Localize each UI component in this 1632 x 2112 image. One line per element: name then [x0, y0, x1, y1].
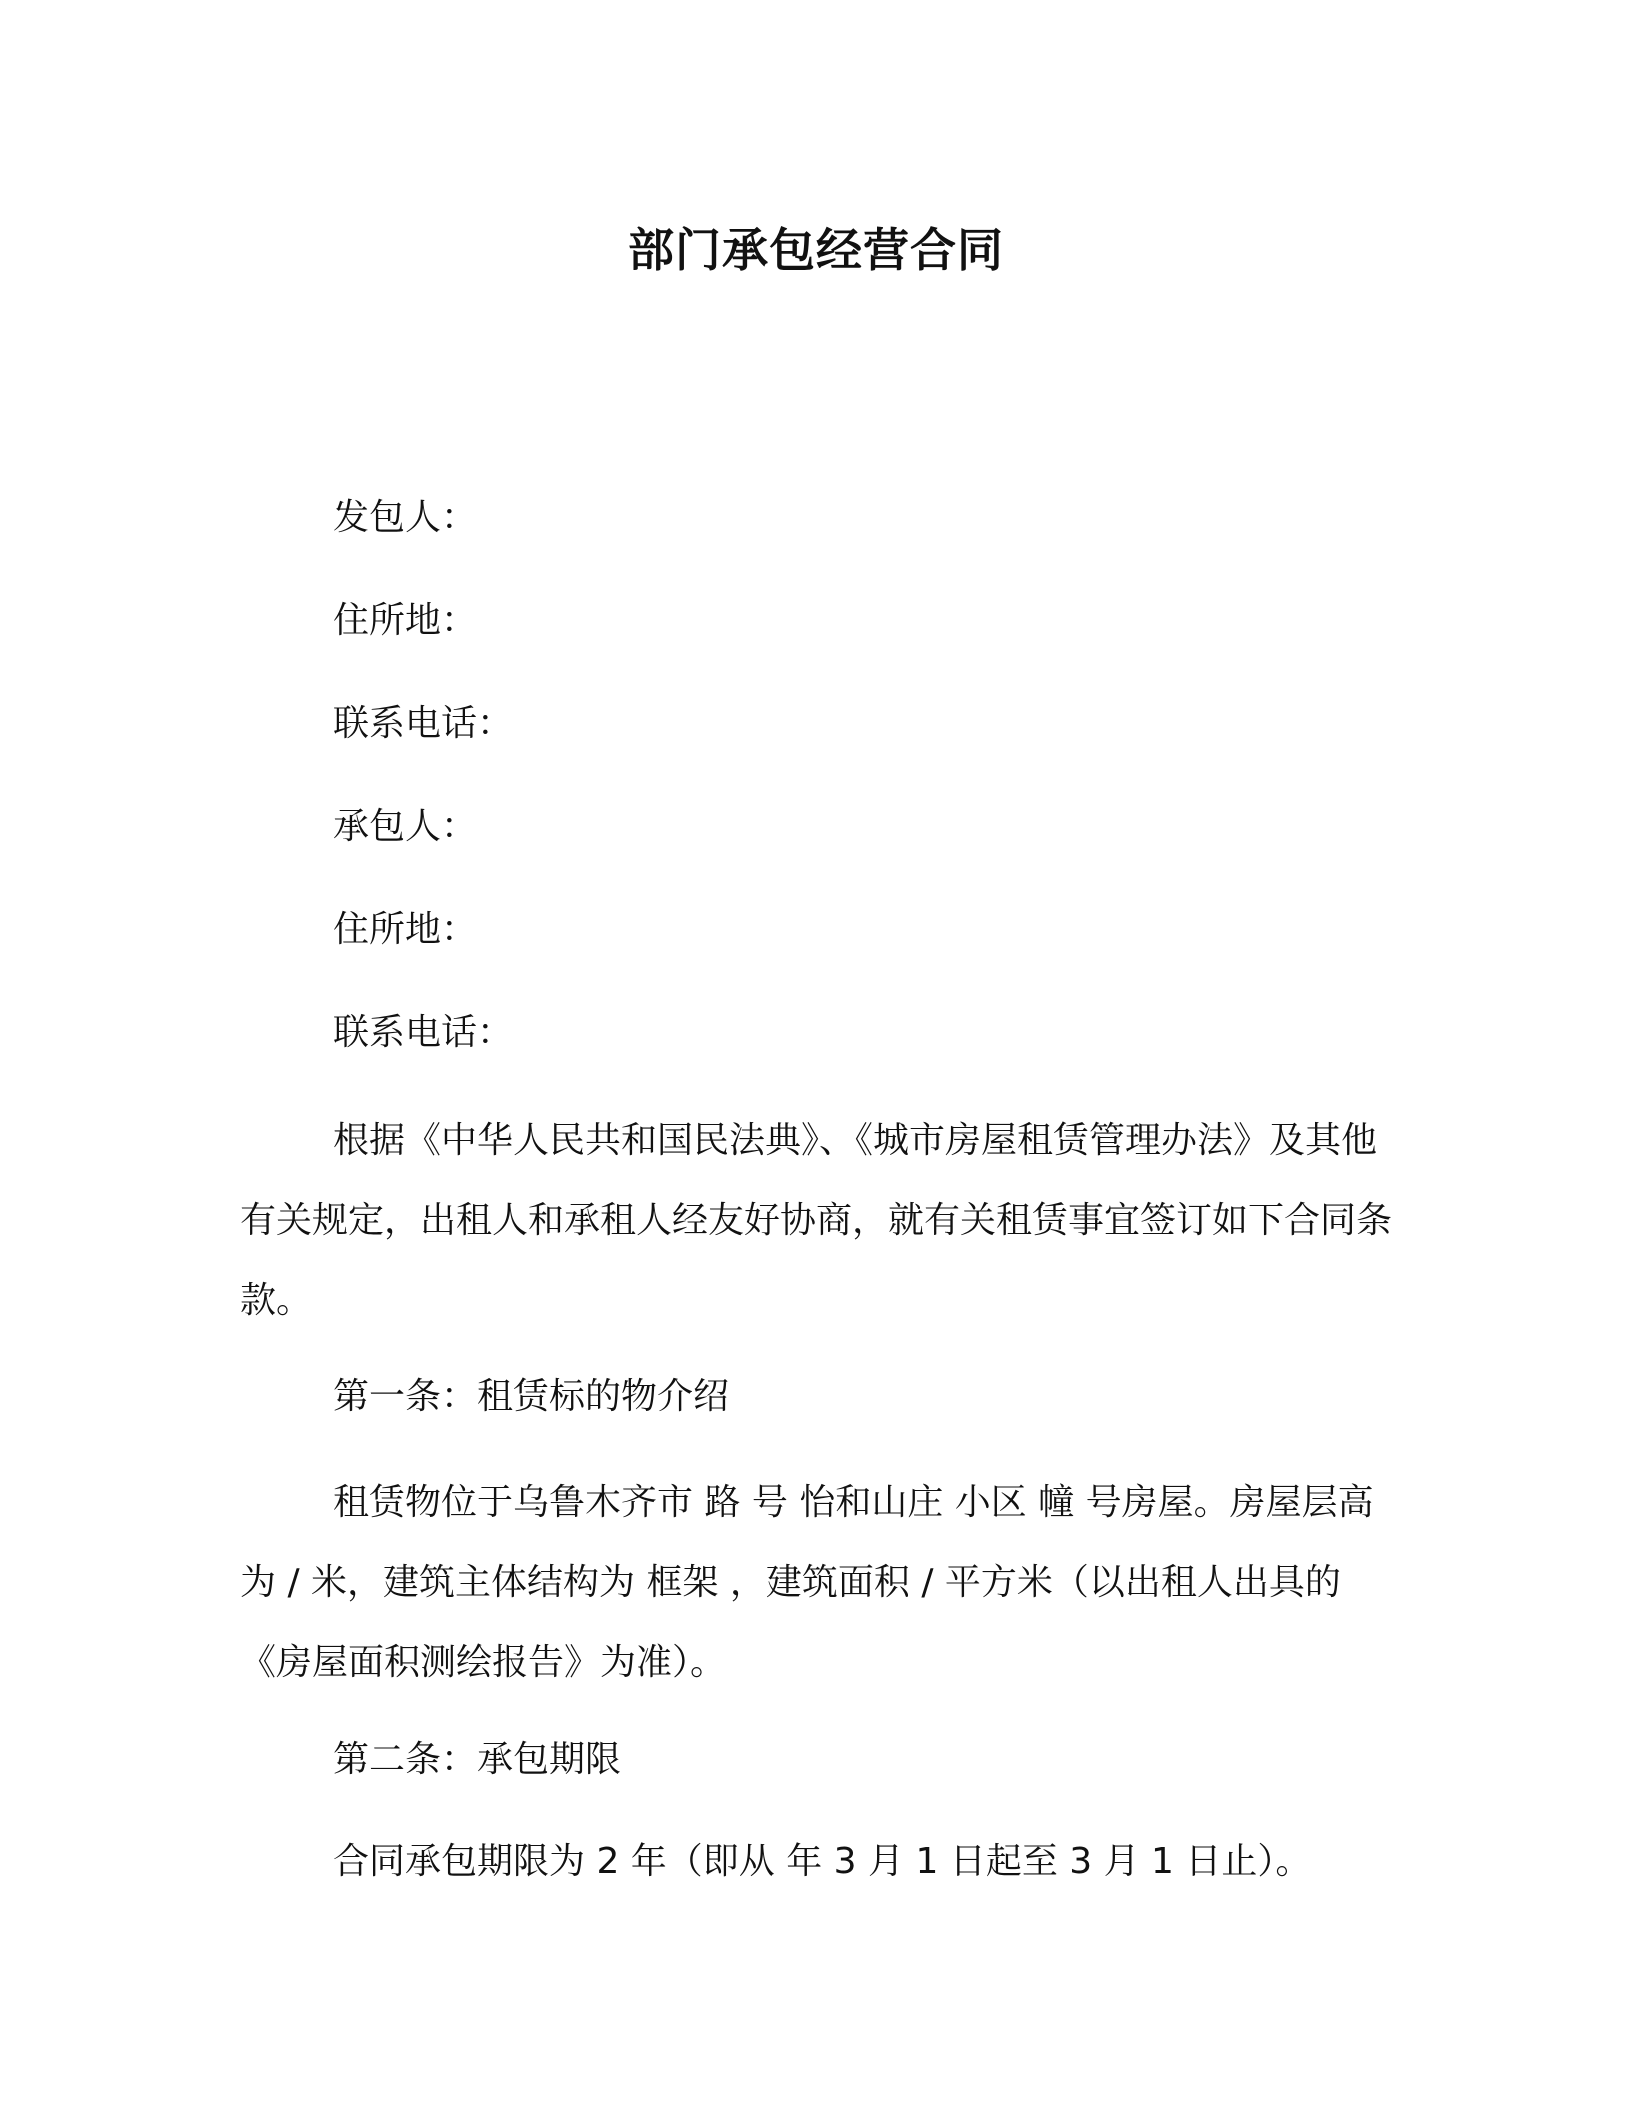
contractor-phone-label: 联系电话： — [333, 1012, 514, 1053]
contractor-address-label: 住所地： — [333, 909, 478, 950]
issuer-phone-label: 联系电话： — [333, 703, 514, 744]
contractor-issuer-label: 发包人： — [333, 497, 478, 538]
article-2-heading: 第二条：承包期限 — [333, 1739, 622, 1780]
intro-paragraph: 根据《中华人民共和国民法典》、《城市房屋租赁管理办法》及其他有关规定，出租人和承租人经友好协商，就有关租赁事宜签订如下合同条款。 — [240, 1120, 1393, 1321]
issuer-address-label: 住所地： — [333, 600, 478, 641]
article-1-body: 租赁物位于乌鲁木齐市 路 号 怡和山庄 小区 幢 号房屋。房屋层高为 / 米，建筑主体结构为 框架 ，建筑面积 / 平方米（以出租人出具的《房屋面积测绘报告》为准）。 — [240, 1482, 1374, 1683]
document-title: 部门承包经营合同 — [628, 223, 1004, 277]
contractor-label: 承包人： — [333, 806, 478, 847]
article-1-heading: 第一条：租赁标的物介绍 — [333, 1376, 730, 1417]
article-2-body: 合同承包期限为 2 年（即从 年 3 月 1 日起至 3 月 1 日止）。 — [333, 1841, 1312, 1882]
